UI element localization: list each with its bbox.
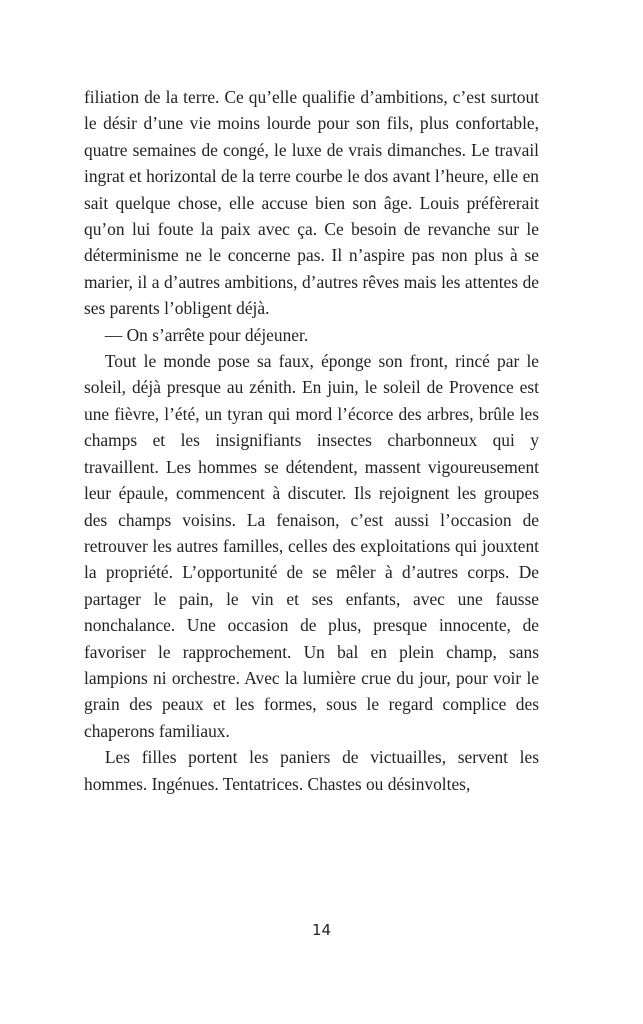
paragraph-dialogue: — On s’arrête pour déjeuner. [104,324,309,345]
paragraph-fenaison: Tout le monde pose sa faux, éponge son front, rincé par le soleil, déjà presque au zénith. En juin, le soleil de Provence est une fièvre, l’été, un tyran qui mord l’écorce des arbres, brûle les champs et les insignifiants insectes charbonneux qui y travaillent. Les hommes se détendent, massent vigoureusement leur épaule, commencent à discuter. Ils rejoignent les groupes des champs voisins. La fenaison, c’est aussi l’occasion de retrouver les autres familles, celles des exploitations qui jouxtent la propriété. L’opportunité de se mêler à d’autres corps. De partager le pain, le vin et ses enfants, avec une fausse nonchalance. Une occasion de plus, presque innocente, de favoriser le rapprochement. Un bal en plein champ, sans lampions ni orchestre. Avec la lumière crue du jour, pour voir le grain des peaux et les formes, sous le regard complice des chaperons familiaux. [84,351,539,741]
body-text [84,84,539,797]
paragraph-filles: Les filles portent les paniers de victuailles, servent les hommes. Ingénues. Tentatrices. Chastes ou désinvoltes, [84,747,539,794]
paragraph-continuation: filiation de la terre. Ce qu’elle qualifie d’ambitions, c’est surtout le désir d’une vie moins lourde pour son fils, plus confortable, quatre semaines de congé, le luxe de vrais dimanches. Le travail ingrat et horizontal de la terre courbe le dos avant l’heure, elle en sait quelque chose, elle accuse bien son âge. Louis préfèrerait qu’on lui foute la paix avec ça. Ce besoin de revanche sur le déterminisme ne le concerne pas. Il n’aspire pas non plus à se marier, il a d’autres ambitions, d’autres rêves mais les attentes de ses parents l’obligent déjà. [84,87,539,319]
page-number: 14 [311,921,332,939]
